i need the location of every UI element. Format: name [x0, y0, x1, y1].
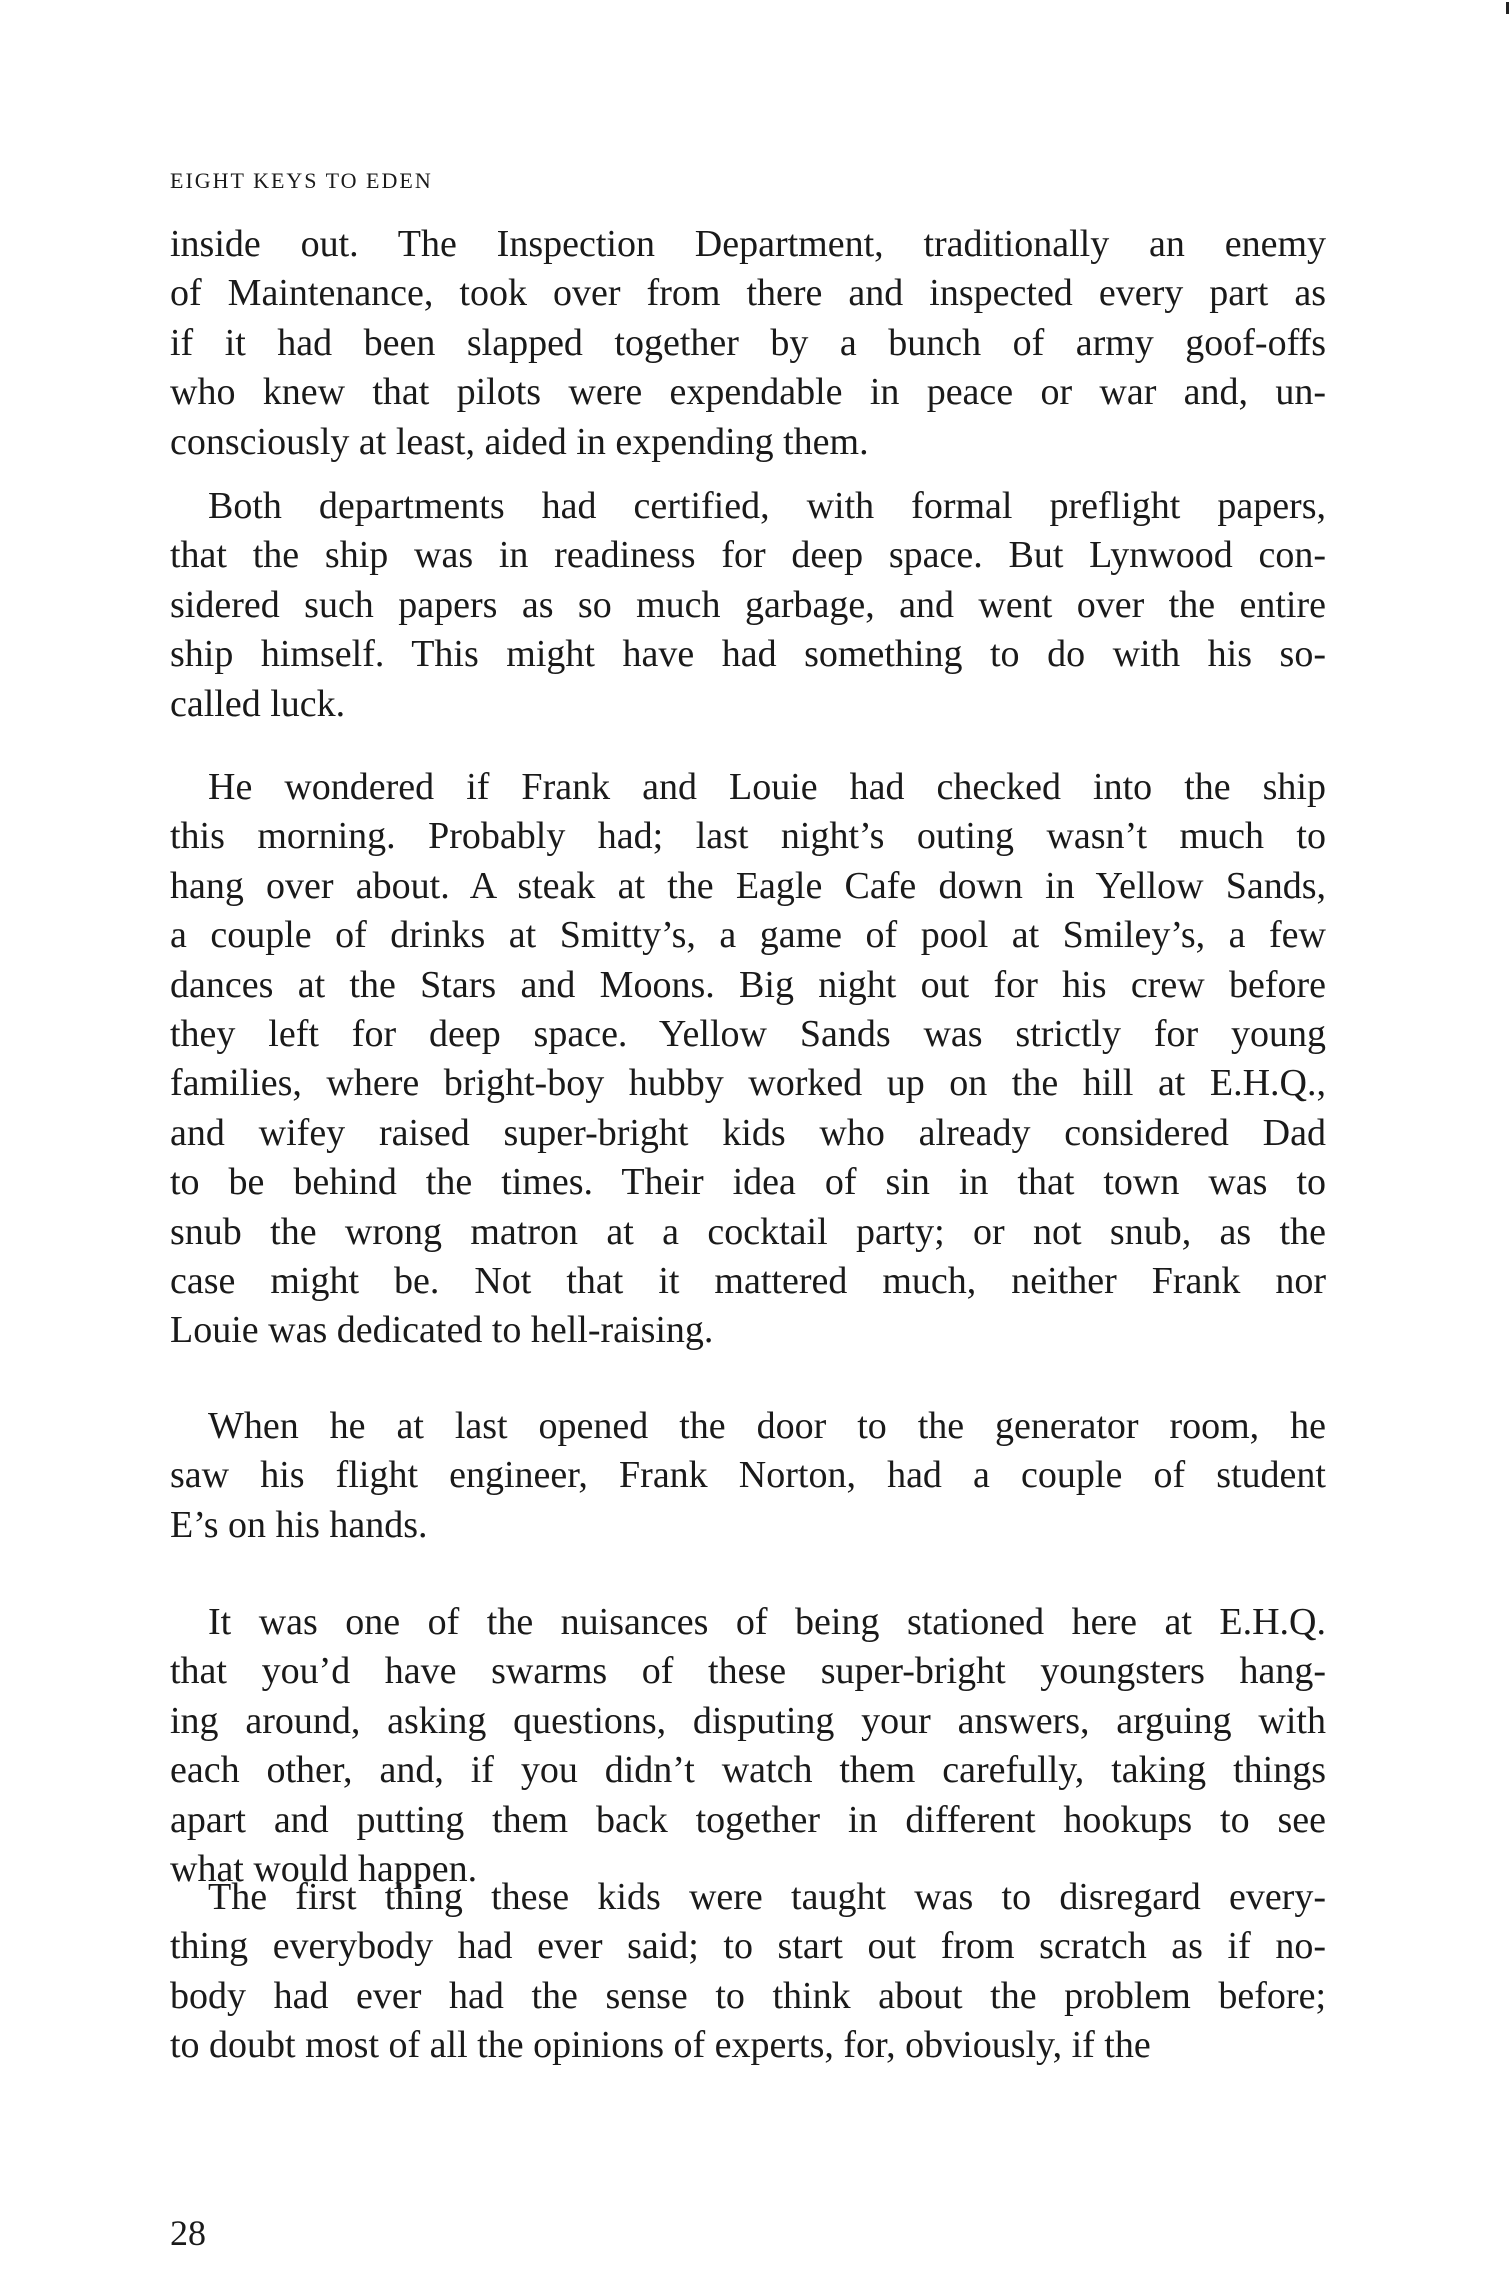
text-line: of Maintenance, took over from there and inspected every part as — [170, 272, 1326, 315]
text-line: sidered such papers as so much garbage, and went over the entire — [170, 583, 1326, 626]
text-line: if it had been slapped together by a bunch of army goof-offs — [170, 321, 1326, 364]
text-line: It was one of the nuisances of being stationed here at E.H.Q. — [208, 1601, 1326, 1643]
text-line: ing around, asking questions, disputing your answers, arguing with — [170, 1699, 1326, 1742]
text-line: this morning. Probably had; last night’s outing wasn’t much to — [170, 815, 1326, 858]
text-line: body had ever had the sense to think about the problem before; — [170, 1974, 1326, 2017]
text-line: E’s on his hands. — [170, 1503, 428, 1546]
text-line: Both departments had certified, with formal preflight papers, — [208, 485, 1326, 527]
text-line: inside out. The Inspection Department, traditionally an enemy — [170, 223, 1326, 265]
scan-edge-mark — [1506, 2, 1509, 14]
text-line: The first thing these kids were taught was to disregard every- — [208, 1876, 1326, 1918]
running-head: EIGHT KEYS TO EDEN — [170, 168, 433, 193]
text-line: each other, and, if you didn’t watch them carefully, taking things — [170, 1749, 1326, 1792]
text-line: When he at last opened the door to the generator room, he — [208, 1405, 1326, 1447]
paragraph — [170, 763, 1326, 1356]
text-line: thing everybody had ever said; to start out from scratch as if no- — [170, 1925, 1326, 1968]
text-line: case might be. Not that it mattered much, neither Frank nor — [170, 1259, 1326, 1302]
text-line: ship himself. This might have had something to do with his so- — [170, 633, 1326, 676]
text-line: families, where bright-boy hubby worked up on the hill at E.H.Q., — [170, 1062, 1326, 1105]
text-line: dances at the Stars and Moons. Big night out for his crew before — [170, 963, 1326, 1006]
text-line: Louie was dedicated to hell-raising. — [170, 1309, 714, 1352]
text-line: consciously at least, aided in expending them. — [170, 420, 869, 463]
text-line: called luck. — [170, 682, 346, 725]
text-line: and wifey raised super-bright kids who already considered Dad — [170, 1111, 1326, 1154]
text-line: to be behind the times. Their idea of sin in that town was to — [170, 1161, 1326, 1204]
text-line: who knew that pilots were expendable in peace or war and, un- — [170, 371, 1326, 414]
text-line: that you’d have swarms of these super-bright youngsters hang- — [170, 1650, 1326, 1693]
text-line: snub the wrong matron at a cocktail party; or not snub, as the — [170, 1210, 1326, 1253]
text-line: saw his flight engineer, Frank Norton, had a couple of student — [170, 1454, 1326, 1497]
paragraph — [170, 1873, 1326, 2071]
text-line: that the ship was in readiness for deep space. But Lynwood con- — [170, 534, 1326, 577]
text-line: they left for deep space. Yellow Sands was strictly for young — [170, 1012, 1326, 1055]
paragraph — [170, 220, 1326, 467]
text-line: what would happen. — [170, 1847, 478, 1890]
page-number: 28 — [170, 2213, 206, 2253]
text-line: apart and putting them back together in different hookups to see — [170, 1798, 1326, 1841]
paragraph — [170, 1598, 1326, 1894]
text-line: He wondered if Frank and Louie had checked into the ship — [208, 766, 1326, 808]
text-line: hang over about. A steak at the Eagle Cafe down in Yellow Sands, — [170, 864, 1326, 907]
paragraph — [170, 482, 1326, 729]
text-line: to doubt most of all the opinions of experts, for, obviously, if the — [170, 2024, 1151, 2067]
paragraph — [170, 1402, 1326, 1550]
text-line: a couple of drinks at Smitty’s, a game of pool at Smiley’s, a few — [170, 914, 1326, 957]
